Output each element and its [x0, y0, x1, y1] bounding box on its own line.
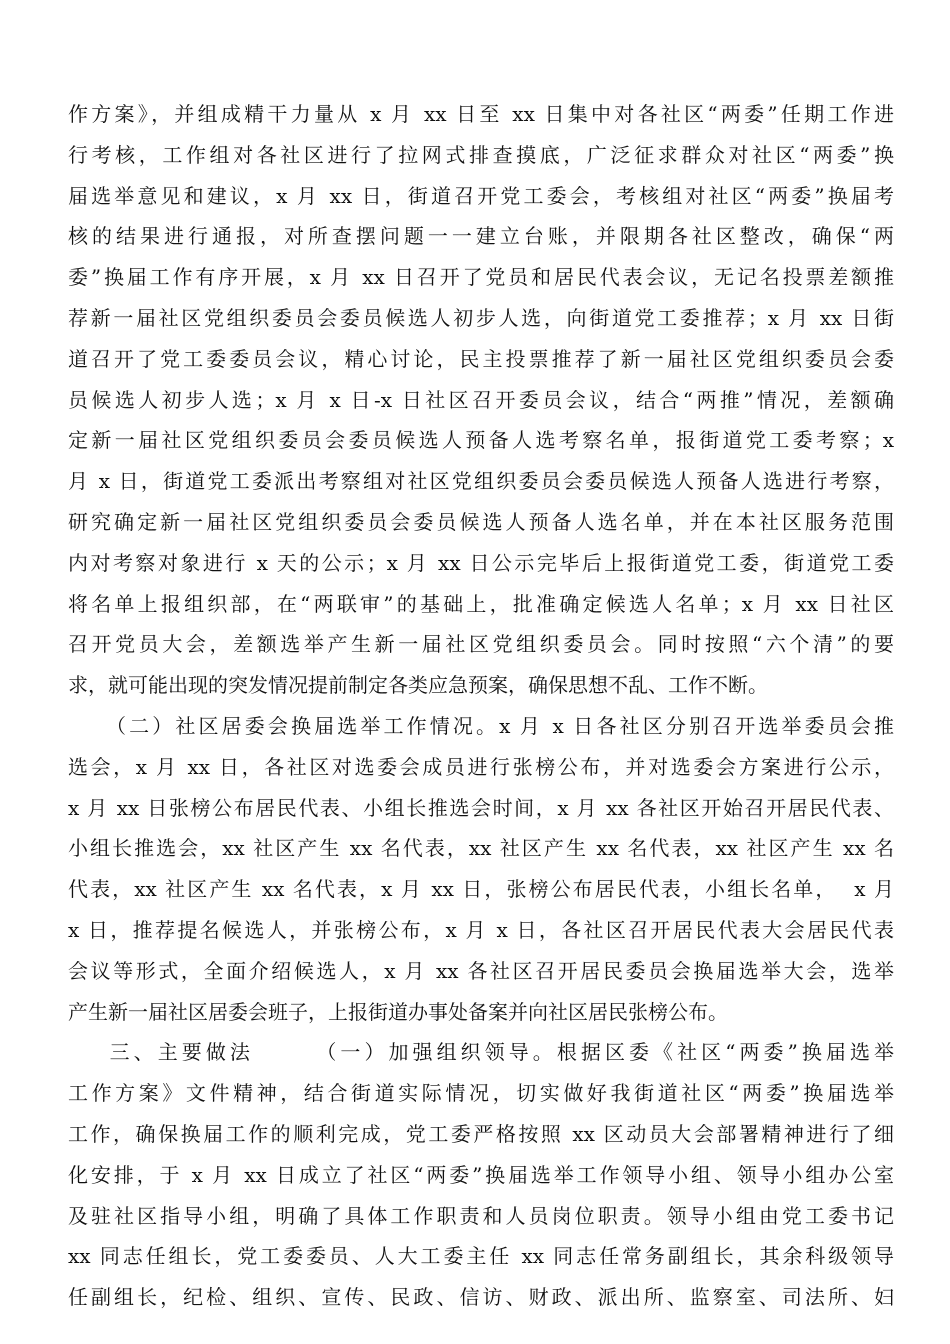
- text-line: x 日，推荐提名候选人，并张榜公布，x 月 x 日，各社区召开居民代表大会居民代表: [68, 917, 894, 942]
- text-line: 将名单上报组织部，在“两联审”的基础上，批准确定候选人名单；x 月 xx 日社区: [68, 591, 894, 616]
- text-line: 及驻社区指导小组，明确了具体工作职责和人员岗位职责。领导小组由党工委书记: [68, 1203, 894, 1228]
- text-line: 任副组长，纪检、组织、宣传、民政、信访、财政、派出所、监察室、司法所、妇: [68, 1285, 894, 1310]
- text-line: 三、主要做法 （一）加强组织领导。根据区委《社区“两委”换届选举: [68, 1040, 894, 1065]
- text-line: 代表，xx 社区产生 xx 名代表，x 月 xx 日，张榜公布居民代表，小组长名单， x 月: [68, 877, 894, 902]
- text-line: xx 同志任组长，党工委委员、人大工委主任 xx 同志任常务副组长，其余科级领导: [68, 1244, 894, 1269]
- text-line: 选会，x 月 xx 日，各社区对选委会成员进行张榜公布，并对选委会方案进行公示，: [68, 754, 894, 779]
- body-text: [68, 94, 894, 1318]
- text-line: 内对考察对象进行 x 天的公示；x 月 xx 日公示完毕后上报街道党工委，街道党工委: [68, 550, 894, 575]
- text-line: 员候选人初步人选；x 月 x 日-x 日社区召开委员会议，结合“两推”情况，差额确: [68, 387, 894, 412]
- text-line: 小组长推选会，xx 社区产生 xx 名代表，xx 社区产生 xx 名代表，xx 社区产生 xx 名: [68, 836, 894, 861]
- text-line: （二）社区居委会换届选举工作情况。x 月 x 日各社区分别召开选举委员会推: [68, 713, 894, 738]
- text-line: 月 x 日，街道党工委派出考察组对社区党组织委员会委员候选人预备人选进行考察，: [68, 469, 894, 494]
- text-line: 核的结果进行通报，对所查摆问题一一建立台账，并限期各社区整改，确保“两: [68, 224, 894, 249]
- text-line: 研究确定新一届社区党组织委员会委员候选人预备人选名单，并在本社区服务范围: [68, 509, 894, 534]
- text-line: 化安排，于 x 月 xx 日成立了社区“两委”换届选举工作领导小组、领导小组办公室: [68, 1162, 894, 1187]
- text-line: 工作，确保换届工作的顺利完成，党工委严格按照 xx 区动员大会部署精神进行了细: [68, 1121, 894, 1146]
- text-line: 作方案》，并组成精干力量从 x 月 xx 日至 xx 日集中对各社区“两委”任期工作进: [68, 102, 894, 126]
- text-line: 行考核，工作组对各社区进行了拉网式排查摸底，广泛征求群众对社区“两委”换: [68, 142, 894, 167]
- text-line: 求，就可能出现的突发情况提前制定各类应急预案，确保思想不乱、工作不断。: [68, 673, 768, 698]
- text-line: 荐新一届社区党组织委员会委员候选人初步人选，向街道党工委推荐；x 月 xx 日街: [68, 305, 894, 330]
- text-line: 工作方案》文件精神，结合街道实际情况，切实做好我街道社区“两委”换届选举: [68, 1081, 894, 1106]
- text-line: 会议等形式，全面介绍候选人，x 月 xx 各社区召开居民委员会换届选举大会，选举: [68, 958, 894, 983]
- text-line: 委”换届工作有序开展，x 月 xx 日召开了党员和居民代表会议，无记名投票差额推: [68, 265, 894, 290]
- text-line: 产生新一届社区居委会班子，上报街道办事处备案并向社区居民张榜公布。: [68, 999, 728, 1024]
- text-line: 召开党员大会，差额选举产生新一届社区党组织委员会。同时按照“六个清”的要: [68, 632, 894, 657]
- text-line: x 月 xx 日张榜公布居民代表、小组长推选会时间，x 月 xx 各社区开始召开居民代表、: [68, 795, 894, 820]
- text-line: 道召开了党工委委员会议，精心讨论，民主投票推荐了新一届社区党组织委员会委: [68, 346, 894, 371]
- text-line: 定新一届社区党组织委员会委员候选人预备人选考察名单，报街道党工委考察；x: [68, 428, 894, 453]
- text-line: 届选举意见和建议，x 月 xx 日，街道召开党工委会，考核组对社区“两委”换届考: [68, 183, 894, 208]
